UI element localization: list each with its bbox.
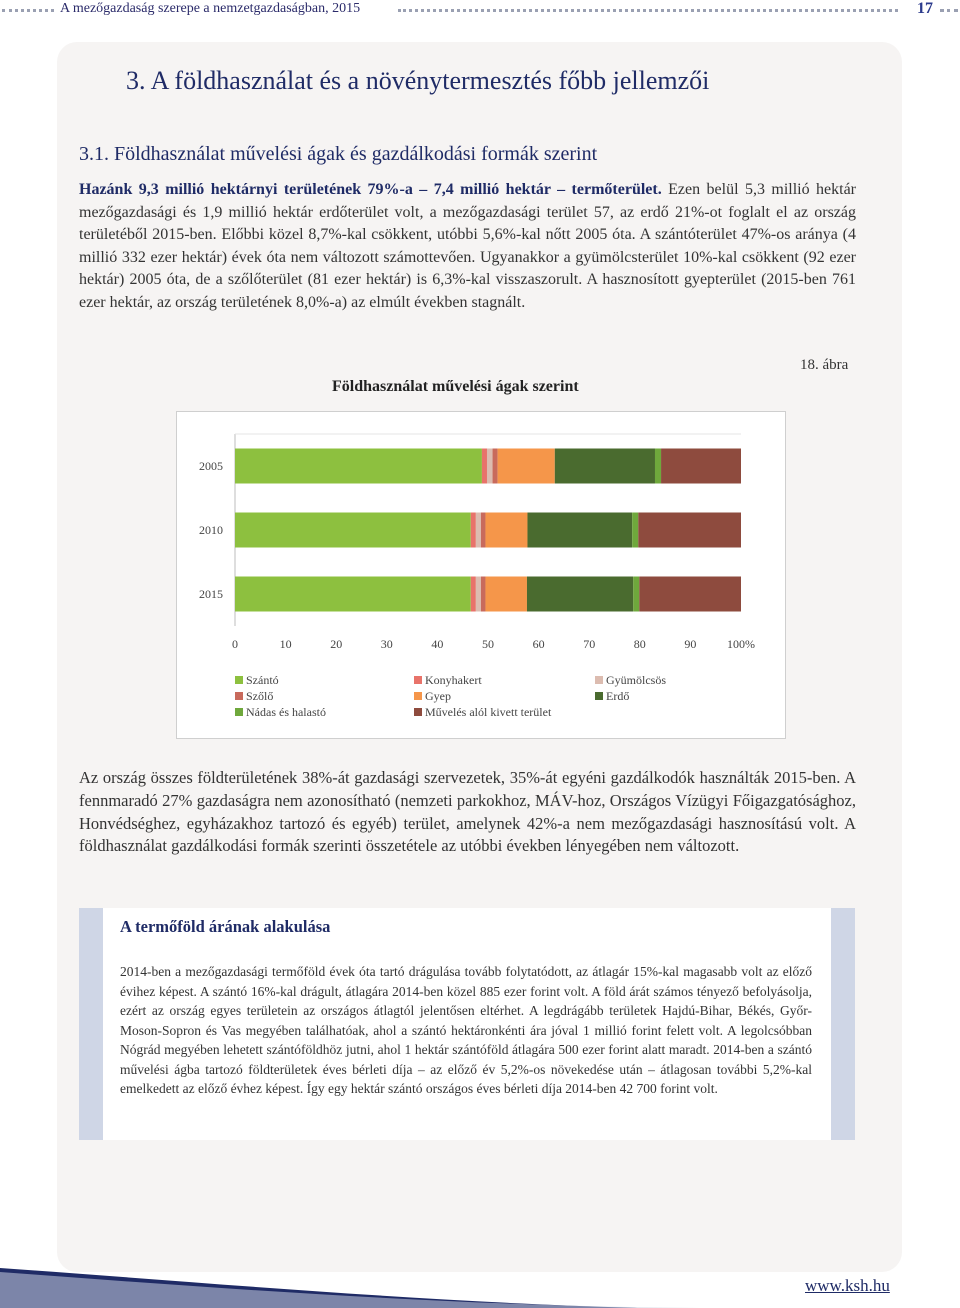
running-title: A mezőgazdaság szerepe a nemzetgazdaságban, 2015 <box>60 1 361 16</box>
bar-segment <box>481 513 486 548</box>
category-label: 2010 <box>199 523 223 537</box>
ownership-paragraph: Az ország összes földterületének 38%-át gazdasági szervezetek, 35%-át egyéni gazdálkodók használták 2015-ben. A fennmaradó 27% gazdaságra nem azonosítható (nemzeti parkokhoz, MÁV-hoz, Országos Vízügyi Főigazgatósághoz, Honvédséghez, egyházakhoz tartozó és egyéb) terület, amelynek 42%-a nem mezőgazdasági hasznosítású volt. A földhasználat gazdálkodási formák szerinti összetétele az utóbbi években lényegében nem változott. <box>79 768 856 856</box>
intro-paragraph <box>79 179 856 315</box>
legend-swatch <box>414 676 422 684</box>
legend-label: Művelés alól kivett terület <box>425 705 552 719</box>
legend-label: Szántó <box>246 673 279 687</box>
bar-segment <box>476 577 481 612</box>
x-tick-label: 30 <box>380 637 393 651</box>
info-box-title: A termőföld árának alakulása <box>120 917 331 936</box>
section-heading: 3. A földhasználat és a növénytermesztés főbb jellemzői <box>126 66 710 95</box>
x-tick-label: 80 <box>633 637 646 651</box>
subsection-heading: 3.1. Földhasználat művelési ágak és gazdálkodási formák szerint <box>79 143 598 165</box>
x-tick-label: 40 <box>431 637 444 651</box>
legend-swatch <box>235 708 243 716</box>
bar-segment <box>632 513 638 548</box>
bar-segment <box>498 449 555 484</box>
legend-label: Nádas és halastó <box>246 705 326 719</box>
legend-swatch <box>235 692 243 700</box>
bar-segment <box>633 577 639 612</box>
bar-segment <box>476 513 481 548</box>
bar-segment <box>493 449 498 484</box>
website-link[interactable]: www.ksh.hu <box>805 1276 890 1295</box>
legend-label: Szőlő <box>246 689 274 703</box>
bar-segment <box>487 449 493 484</box>
x-tick-label: 70 <box>583 637 596 651</box>
legend-label: Gyümölcsös <box>606 673 666 687</box>
info-box-left-accent <box>79 908 103 1140</box>
legend-swatch <box>235 676 243 684</box>
bar-segment <box>481 577 486 612</box>
bar-segment <box>471 513 476 548</box>
page-number: 17 <box>917 0 933 17</box>
x-tick-label: 0 <box>232 637 238 651</box>
legend-swatch <box>595 676 603 684</box>
bar-segment <box>235 449 482 484</box>
bar-segment <box>482 449 487 484</box>
x-tick-label: 50 <box>482 637 494 651</box>
bar-segment <box>235 513 471 548</box>
legend-label: Gyep <box>425 689 451 703</box>
bar-segment <box>485 513 527 548</box>
bar-segment <box>555 449 655 484</box>
x-tick-label: 10 <box>279 637 292 651</box>
legend-swatch <box>414 708 422 716</box>
category-label: 2005 <box>199 459 223 473</box>
bar-segment <box>527 513 632 548</box>
category-label: 2015 <box>199 587 223 601</box>
bar-segment <box>639 577 741 612</box>
x-tick-label: 60 <box>532 637 545 651</box>
figure-number: 18. ábra <box>800 357 849 373</box>
legend-swatch <box>595 692 603 700</box>
header-dots-left <box>2 9 54 12</box>
bar-segment <box>638 513 741 548</box>
intro-lead: Hazánk 9,3 millió hektárnyi területének 79%-a – 7,4 millió hektár – termőterület. <box>79 181 662 198</box>
x-tick-label: 100% <box>727 637 755 651</box>
chart-svg <box>177 412 785 738</box>
running-header <box>0 0 960 20</box>
bar-segment <box>527 577 633 612</box>
legend-label: Erdő <box>606 689 630 703</box>
header-dots-right <box>940 9 958 12</box>
land-use-chart <box>176 411 786 739</box>
legend-label: Konyhakert <box>425 673 482 687</box>
bar-segment <box>661 449 741 484</box>
info-box-text: 2014-ben a mezőgazdasági termőföld évek óta tartó drágulása tovább folytatódott, az átlagár 15%-kal magasabb volt az előző évihez képest. A szántó 16%-kal drágult, átlagára 2014-ben közel 885 ezer forint volt. A föld árát számos tényező befolyásolja, ezért az ország egyes területein az országos átlagtól jelentősen eltérhet. A legdrágább területek Hajdú-Bihar, Békés, Győr-Moson-Sopron és Vas megyében találhatóak, ahol a szántó hektáronkénti ára jóval 1 millió forint felett volt. A legolcsóbban Nógrád megyében lehetett szántóföldhöz jutni, ahol 1 hektár szántóföld átlagára 500 ezer forint alatt maradt. 2014-ben a szántó művelési ágba tartozó földterületek éves bérleti díja – az előző év 5,2%-os növekedése után – átlagosan további 5,2%-kal emelkedett az előző évhez képest. Így egy hektár szántó országos éves bérleti díja 2014-ben 42 700 forint volt. <box>120 964 812 1096</box>
bar-segment <box>235 577 471 612</box>
bar-segment <box>471 577 476 612</box>
x-tick-label: 20 <box>330 637 343 651</box>
figure-title: Földhasználat művelési ágak szerint <box>332 378 579 395</box>
header-dots-middle <box>398 9 898 12</box>
info-box-right-accent <box>831 908 855 1140</box>
x-tick-label: 90 <box>684 637 697 651</box>
intro-body: Ezen belül 5,3 millió hektár mezőgazdasági és 1,9 millió hektár erdőterület volt, a mezőgazdasági terület 57, az erdő 21%-ot foglalt el az ország területéből 2015-ben. Előbbi közel 8,7%-kal csökkent, utóbbi 5,6%-kal nőtt 2005 óta. A szántóterület 47%-os aránya (4 millió 332 ezer hektár) évek óta nem változott számottevően. Ugyanakkor a gyümölcsterület 10%-kal csökkent (92 ezer hektár) 2005 óta, de a szőlőterület (81 ezer hektár) is 6,3%-kal visszaszorult. A hasznosított gyepterület (2015-ben 761 ezer hektár, az ország területének 8,0%-a) az elmúlt években stagnált. <box>79 181 856 311</box>
legend-swatch <box>414 692 422 700</box>
bar-segment <box>485 577 526 612</box>
bar-segment <box>655 449 661 484</box>
